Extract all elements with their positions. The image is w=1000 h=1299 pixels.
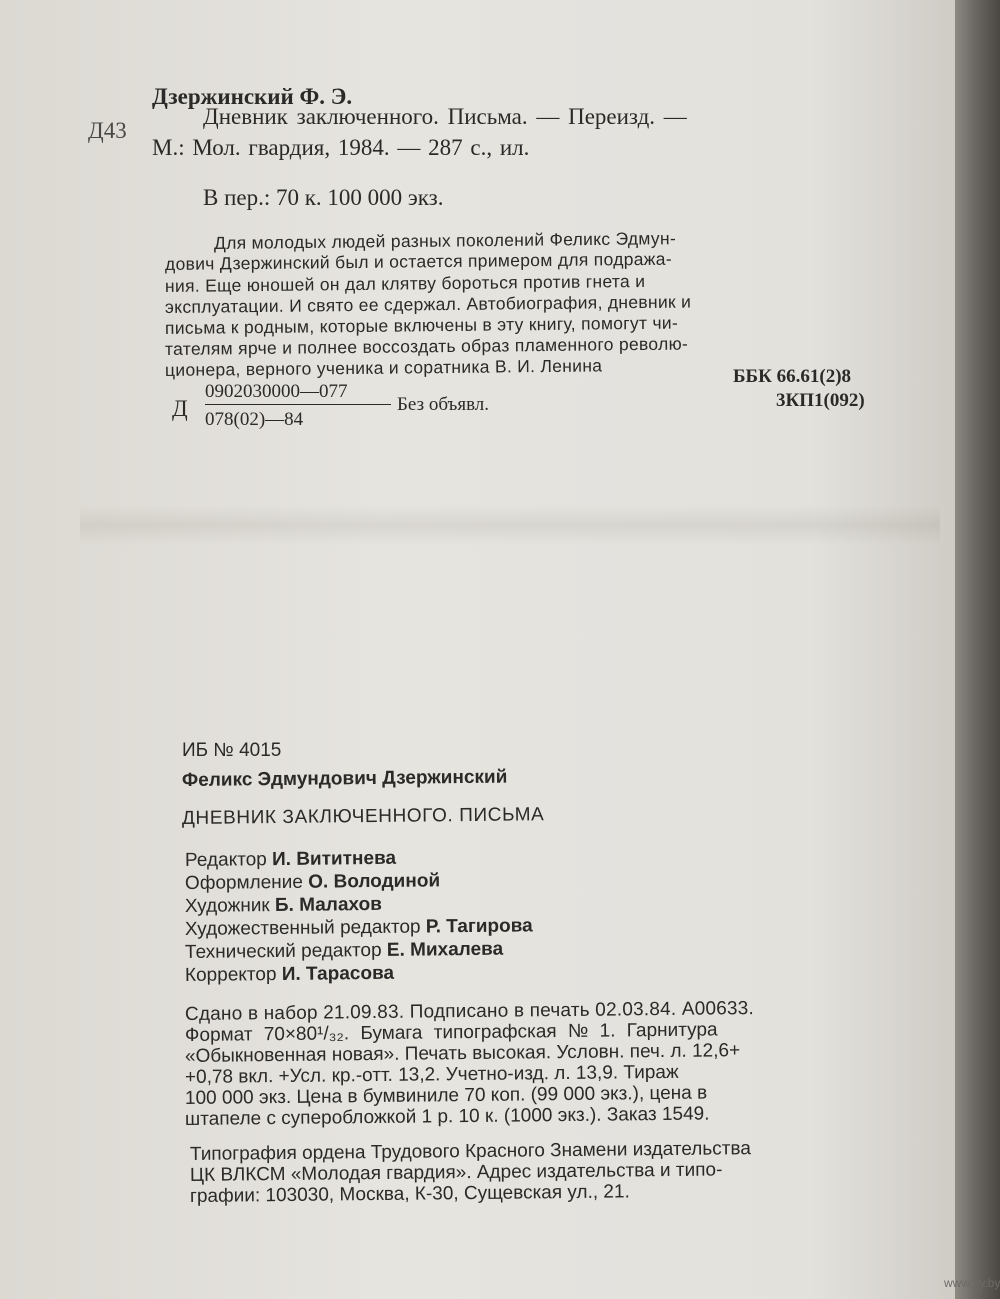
- imprint-line: М.: Мол. гвардия, 1984. — 287 с., ил.: [152, 135, 530, 160]
- index-letter: Д: [172, 396, 188, 421]
- book-spine: [955, 0, 1000, 1299]
- price-line: В пер.: 70 к. 100 000 экз.: [203, 185, 444, 210]
- credit-name: О. Володиной: [308, 870, 441, 893]
- print-info-line: Формат 70×80¹/₃₂. Бумага типографская № 1. Гарнитура: [184, 1019, 718, 1046]
- credit-line: [185, 870, 440, 895]
- credit-name: Р. Тагирова: [425, 915, 533, 938]
- credit-line: [185, 963, 394, 987]
- ib-number: ИБ № 4015: [182, 740, 282, 761]
- credit-line: [185, 894, 382, 918]
- annotation-line: тателям ярче и полнее воссоздать образ пламенного револю-: [164, 333, 689, 359]
- annotation-line: Для молодых людей разных поколений Феликс Эдмун-: [213, 228, 677, 253]
- print-info-line: 100 000 экз. Цена в бумвиниле 70 коп. (99 000 экз.), цена в: [184, 1082, 708, 1109]
- index-note: Без объявл.: [397, 394, 490, 415]
- printer-line: Типография ордена Трудового Красного Знамени издательства: [189, 1138, 751, 1165]
- classification-code: 3КП1(092): [776, 390, 865, 411]
- page-fold: [80, 505, 940, 545]
- credit-line: [185, 848, 396, 872]
- print-info-line: штапеле с суперобложкой 1 р. 10 к. (1000 экз.). Заказ 1549.: [184, 1103, 710, 1130]
- credit-role: Редактор: [184, 849, 267, 871]
- book-title: ДНЕВНИК ЗАКЛЮЧЕННОГО. ПИСЬМА: [181, 804, 545, 829]
- credit-role: Технический редактор: [184, 939, 382, 963]
- index-denominator: 078(02)—84: [205, 409, 304, 430]
- credit-role: Корректор: [184, 964, 277, 986]
- credit-name: Б. Малахов: [274, 893, 382, 917]
- title-line: Дневник заключенного. Письма. — Переизд. —: [203, 104, 687, 129]
- print-info-line: «Обыкновенная новая». Печать высокая. Условн. печ. л. 12,6+: [184, 1040, 741, 1067]
- annotation-line: письма к родным, которые включены в эту книгу, помогут чи-: [164, 312, 679, 338]
- credit-name: И. Тарасова: [281, 962, 395, 985]
- credit-role: Художественный редактор: [184, 916, 421, 940]
- index-numerator: 0902030000—077: [205, 381, 391, 405]
- printer-line: графии: 103030, Москва, К-30, Сущевская ул., 21.: [189, 1181, 630, 1207]
- watermark-text: www.ay.by: [944, 1276, 1000, 1290]
- bbk-code: ББК 66.61(2)8: [733, 366, 852, 387]
- print-info-line: +0,78 вкл. +Усл. кр.-отт. 13,2. Учетно-изд. л. 13,9. Тираж: [184, 1061, 679, 1088]
- credit-line: [185, 915, 533, 941]
- annotation-line: эксплуатации. И свято ее сдержал. Автобиография, дневник и: [164, 291, 692, 317]
- credit-role: Оформление: [184, 871, 304, 894]
- author-heading: Дзержинский Ф. Э.: [152, 84, 353, 109]
- credit-line: [185, 939, 503, 964]
- author-full-name: Феликс Эдмундович Дзержинский: [181, 766, 508, 791]
- print-info-line: Сдано в набор 21.09.83. Подписано в печать 02.03.84. А00633.: [184, 998, 755, 1025]
- annotation-line: ционера, верного ученика и соратника В. И. Ленина: [164, 355, 603, 380]
- annotation-line: дович Дзержинский был и остается примером для подража-: [164, 248, 673, 274]
- printer-line: ЦК ВЛКСМ «Молодая гвардия». Адрес издательства и типо-: [189, 1159, 723, 1186]
- credit-role: Художник: [184, 895, 270, 917]
- annotation-line: ния. Еще юношей он дал клятву бороться против гнета и: [164, 270, 646, 296]
- credit-name: Е. Михалева: [386, 938, 504, 961]
- shelf-code: Д43: [88, 118, 127, 143]
- credit-name: И. Вититнева: [271, 847, 397, 871]
